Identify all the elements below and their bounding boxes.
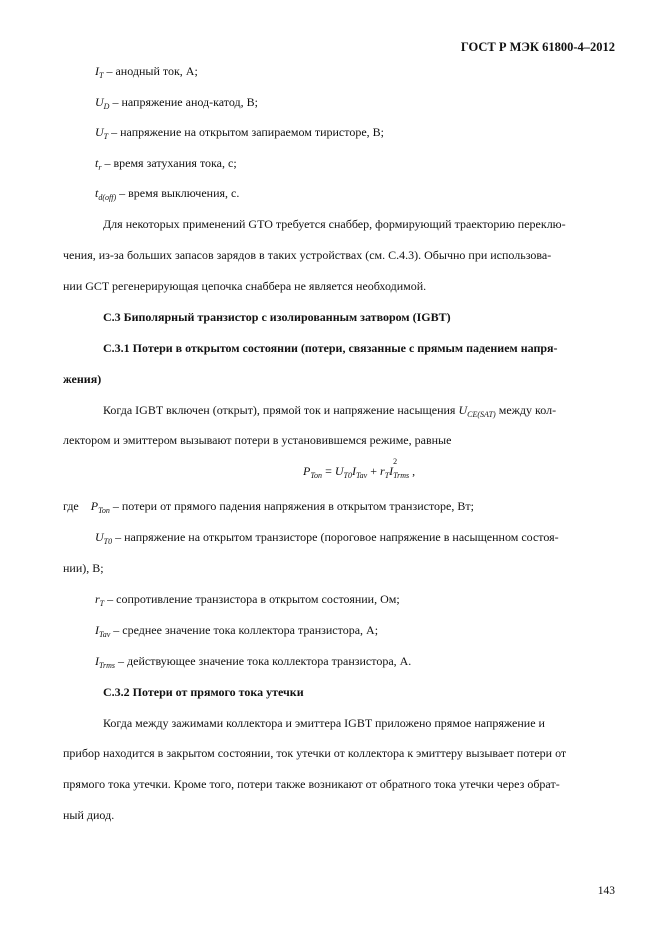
- paragraph-line: нии GCT регенерирующая цепочка снаббера не является необходимой.: [63, 279, 427, 293]
- page-number: 143: [597, 885, 615, 897]
- subsection-heading: С.3.2 Потери от прямого тока утечки: [103, 685, 304, 699]
- symbol-definition: $U_D$ – напряжение анод-катод, В;: [95, 95, 258, 111]
- formula: $P_{Ton} = U_{T0}I_{Tav} + r_TI$ 2 $_{Trms}$ ,: [303, 457, 416, 480]
- paragraph-line: чения, из-за больших запасов зарядов в таких устройствах (см. С.4.3). Обычно при использова-: [63, 248, 552, 262]
- subsection-heading: С.3.1 Потери в открытом состоянии (потери, связанные с прямым падением напря-: [103, 341, 558, 355]
- symbol-definition: нии), В;: [63, 561, 104, 575]
- paragraph-line: Когда IGBT включен (открыт), прямой ток и напряжение насыщения $U_{CE(SAT)}$ между кол-: [103, 403, 557, 419]
- symbol-definition: $t_r$ – время затухания тока, с;: [95, 156, 237, 172]
- paragraph-line: лектором и эмиттером вызывают потери в установившемся режиме, равные: [63, 433, 452, 447]
- symbol-definition: $I_{Trms}$ – действующее значение тока коллектора транзистора, А.: [95, 654, 412, 670]
- paragraph-line: Для некоторых применений GTO требуется снаббер, формирующий траекторию переклю-: [103, 217, 566, 231]
- paragraph-line: Когда между зажимами коллектора и эмиттера IGBT приложено прямое напряжение и: [103, 716, 545, 730]
- subsection-heading: жения): [63, 372, 102, 386]
- symbol-definition: $U_T$ – напряжение на открытом запираемом тиристоре, В;: [95, 125, 384, 141]
- symbol-definition: $t_{d(off)}$ – время выключения, с.: [95, 186, 240, 202]
- formula-legend: где $P_{Ton}$ – потери от прямого падения напряжения в открытом транзисторе, Вт;: [63, 499, 474, 515]
- symbol-definition: $I_{Tav}$ – среднее значение тока коллектора транзистора, А;: [95, 623, 379, 639]
- symbol-definition: $U_{T0}$ – напряжение на открытом транзисторе (пороговое напряжение в насыщенном состоя-: [95, 530, 559, 546]
- symbol-definition: $r_T$ – сопротивление транзистора в открытом состоянии, Ом;: [95, 592, 400, 608]
- document-header: ГОСТ Р МЭК 61800-4–2012: [460, 40, 615, 54]
- symbol-definition: $I_T$ – анодный ток, А;: [95, 64, 198, 80]
- section-heading: С.3 Биполярный транзистор с изолированным затвором (IGBT): [103, 310, 451, 324]
- paragraph-line: прямого тока утечки. Кроме того, потери также возникают от обратного тока утечки через обрат-: [63, 777, 560, 791]
- paragraph-line: прибор находится в закрытом состоянии, ток утечки от коллектора к эмиттеру вызывает потери от: [63, 746, 567, 760]
- paragraph-line: ный диод.: [63, 808, 115, 822]
